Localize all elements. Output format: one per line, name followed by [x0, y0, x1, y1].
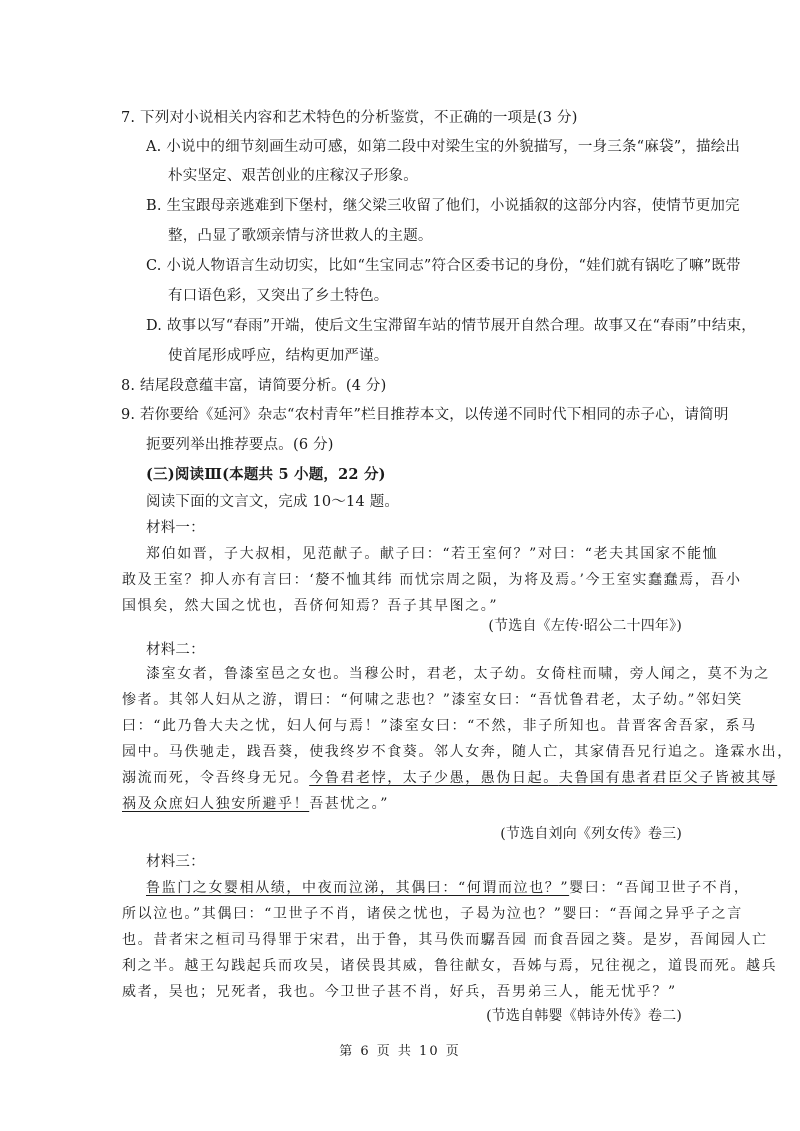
section3-title: (三)阅读Ⅲ(本题共 5 小题，22 分) — [146, 466, 386, 483]
material3-line3: 也。昔者宋之桓司马得罪于宋君，出于鲁，其马佚而驏吾园 而食吾园之葵。是岁，吾闻园人亡 — [122, 932, 768, 948]
q7-option-d-line2: 使首尾形成呼应，结构更加严谨。 — [168, 348, 389, 364]
material3-line1 — [146, 878, 749, 898]
q7-option-c-line2: 有口语色彩，又突出了乡土特色。 — [168, 288, 389, 304]
material3-line1-text: 婴曰：“吾闻卫世子不肖， — [569, 880, 750, 896]
material2-line5-text: 溺流而死，令吾终身无兄。 — [122, 770, 310, 786]
material2-line4: 园中。马佚驰走，践吾葵，使我终岁不食葵。邻人女奔，随人亡，其家倩吾兄行追之。逢霖水出， — [122, 744, 793, 760]
material3-line5: 威者，吴也；兄死者，我也。今卫世子甚不肖，好兵，吾男弟三人，能无忧乎？” — [122, 984, 677, 1000]
q7-option-b-line1: B. 生宝跟母亲逃难到下堡村，继父梁三收留了他们，小说插叙的这部分内容，使情节更加完 — [146, 198, 740, 214]
material1-line1: 郑伯如晋，子大叔相，见范献子。献子曰：“若王室何？”对曰：“老夫其国家不能恤 — [146, 546, 719, 562]
q7-option-a-line1: A. 小说中的细节刻画生动可感，如第二段中对梁生宝的外貌描写，一身三条“麻袋”，描绘出 — [146, 139, 741, 155]
material1-label: 材料一： — [146, 520, 205, 536]
section3-instruction: 阅读下面的文言文，完成 10～14 题。 — [146, 494, 400, 510]
q8-prompt: 8. 结尾段意蕴丰富，请简要分析。(4 分) — [121, 378, 387, 394]
material3-line2: 所以泣也。”其偶曰：“卫世子不肖，诸侯之忧也，子曷为泣也？”婴曰：“吾闻之异乎子之言 — [122, 906, 743, 922]
q9-line2: 扼要列举出推荐要点。(6 分) — [146, 437, 334, 453]
material2-underlined-sentence-3: 祸及众庶妇人独安所避乎！ — [122, 796, 310, 812]
material3-underlined-sentence: 鲁监门之女婴相从绩，中夜而泣涕，其偶曰：“何谓而泣也？” — [146, 880, 570, 896]
material2-label: 材料二： — [146, 642, 205, 658]
q7-option-d-line1: D. 故事以写“春雨”开端，使后文生宝滞留车站的情节展开自然合理。故事又在“春雨”中结束， — [146, 318, 756, 334]
q9-line1: 9. 若你要给《延河》杂志“农村青年”栏目推荐本文，以传递不同时代下相同的赤子心，请简明 — [121, 407, 729, 423]
material1-line2: 敢及王室？抑人亦有言曰：‘嫠不恤其纬 而忧宗周之陨，为将及焉。’今王室实蠢蠢焉，吾小 — [122, 572, 742, 588]
material2-underlined-sentence: 今鲁君老悖，太子少愚，愚伪日起。 — [309, 770, 559, 786]
material2-line2: 惨者。其邻人妇从之游，谓曰：“何啸之悲也？”漆室女曰：“吾忧鲁君老，太子幼。”邻妇笑 — [122, 692, 743, 708]
material2-line6-text: 吾甚忧之。” — [309, 796, 389, 812]
material2-line3: 曰：“此乃鲁大夫之忧，妇人何与焉！”漆室女曰：“不然，非子所知也。昔晋客舍吾家，系马 — [122, 718, 757, 734]
material3-label: 材料三： — [146, 854, 205, 870]
q7-option-b-line2: 整，凸显了歌颂亲情与济世救人的主题。 — [168, 228, 433, 244]
material3-source: (节选自韩婴《韩诗外传》卷二) — [486, 1008, 682, 1024]
material1-line3: 国惧矣，然大国之忧也，吾侪何知焉？吾子其早图之。” — [122, 598, 499, 614]
material2-line1: 漆室女者，鲁漆室邑之女也。当穆公时，君老，太子幼。女倚柱而啸，旁人闻之，莫不为之 — [146, 666, 770, 682]
material2-line5 — [122, 768, 777, 788]
material2-line6 — [122, 794, 389, 814]
material2-source: (节选自刘向《列女传》卷三) — [500, 826, 682, 842]
q7-option-c-line1: C. 小说人物语言生动切实，比如“生宝同志”符合区委书记的身份，“娃们就有锅吃了嘛”既带 — [146, 258, 741, 274]
material1-source: (节选自《左传·昭公二十四年》) — [488, 618, 682, 634]
page-number-footer: 第 6 页 共 10 页 — [339, 1044, 461, 1059]
q7-option-a-line2: 朴实坚定、艰苦创业的庄稼汉子形象。 — [168, 168, 418, 184]
q7-stem: 7. 下列对小说相关内容和艺术特色的分析鉴赏，不正确的一项是(3 分) — [121, 110, 578, 126]
material2-underlined-sentence-2: 夫鲁国有患者君臣父子皆被其辱 — [558, 770, 778, 786]
material3-line4: 利之半。越王勾践起兵而攻吴，诸侯畏其威，鲁往献女，吾姊与焉，兄往视之，道畏而死。越兵 — [122, 958, 778, 974]
